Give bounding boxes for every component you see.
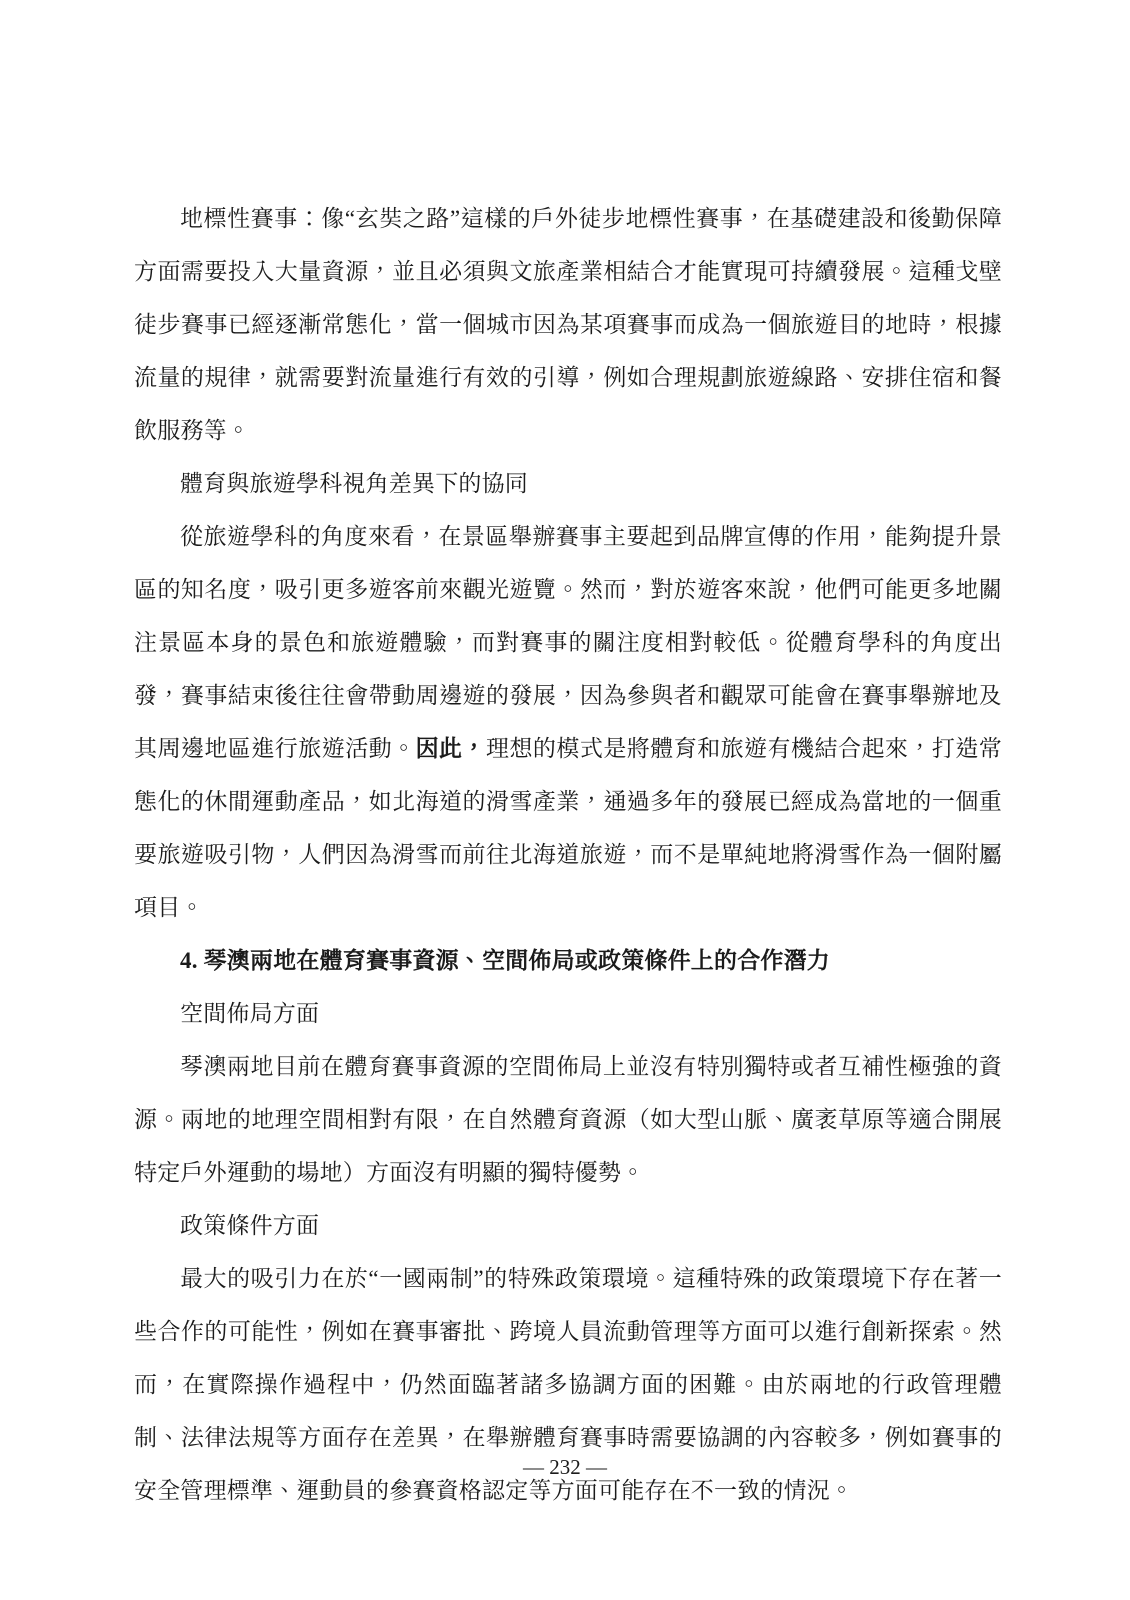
page-number: — 232 — bbox=[523, 1455, 607, 1479]
paragraph-discipline-perspectives bbox=[134, 510, 1002, 934]
subheading-policy-conditions: 政策條件方面 bbox=[180, 1213, 320, 1238]
bold-emphasis: 因此， bbox=[415, 736, 486, 761]
subheading-spatial-layout: 空間佈局方面 bbox=[180, 1001, 320, 1026]
paragraph-policy-conditions: 最大的吸引力在於“一國兩制”的特殊政策環境。這種特殊的政策環境下存在著一些合作的可能性，例如在賽事審批、跨境人員流動管理等方面可以進行創新探索。然而，在實際操作過程中，仍然面臨著諸多協調方面的困難。由於兩地的行政管理體制、法律法規等方面存在差異，在舉辦體育賽事時需要協調的內容較多，例如賽事的安全管理標準、運動員的參賽資格認定等方面可能存在不一致的情況。 bbox=[134, 1266, 1002, 1503]
paragraph-landmark-events: 地標性賽事：像“玄奘之路”這樣的戶外徒步地標性賽事，在基礎建設和後勤保障方面需要投入大量資源，並且必須與文旅產業相結合才能實現可持續發展。這種戈壁徒步賽事已經逐漸常態化，當一個城市因為某項賽事而成為一個旅遊目的地時，根據流量的規律，就需要對流量進行有效的引導，例如合理規劃旅遊線路、安排住宿和餐飲服務等。 bbox=[134, 206, 1002, 443]
paragraph-spatial-layout: 琴澳兩地目前在體育賽事資源的空間佈局上並沒有特別獨特或者互補性極強的資源。兩地的地理空間相對有限，在自然體育資源（如大型山脈、廣袤草原等適合開展特定戶外運動的場地）方面沒有明顯的獨特優勢。 bbox=[134, 1054, 1002, 1185]
document-body bbox=[134, 192, 1002, 1517]
paragraph-text: 從旅遊學科的角度來看，在景區舉辦賽事主要起到品牌宣傳的作用，能夠提升景區的知名度，吸引更多遊客前來觀光遊覽。然而，對於遊客來說，他們可能更多地關注景區本身的景色和旅遊體驗，而對賽事的關注度相對較低。從體育學科的角度出發，賽事結束後往往會帶動周邊遊的發展，因為參與者和觀眾可能會在賽事舉辦地及其周邊地區進行旅遊活動。 bbox=[134, 524, 1002, 761]
subheading-sport-tourism-synergy: 體育與旅遊學科視角差異下的協同 bbox=[180, 471, 528, 496]
section-heading-cooperation-potential: 4. 琴澳兩地在體育賽事資源、空間佈局或政策條件上的合作潛力 bbox=[180, 948, 830, 973]
paragraph-text: 理想的模式是將體育和旅遊有機結合起來，打造常態化的休閒運動產品，如北海道的滑雪產業，通過多年的發展已經成為當地的一個重要旅遊吸引物，人們因為滑雪而前往北海道旅遊，而不是單純地將滑雪作為一個附屬項目。 bbox=[134, 736, 1002, 920]
